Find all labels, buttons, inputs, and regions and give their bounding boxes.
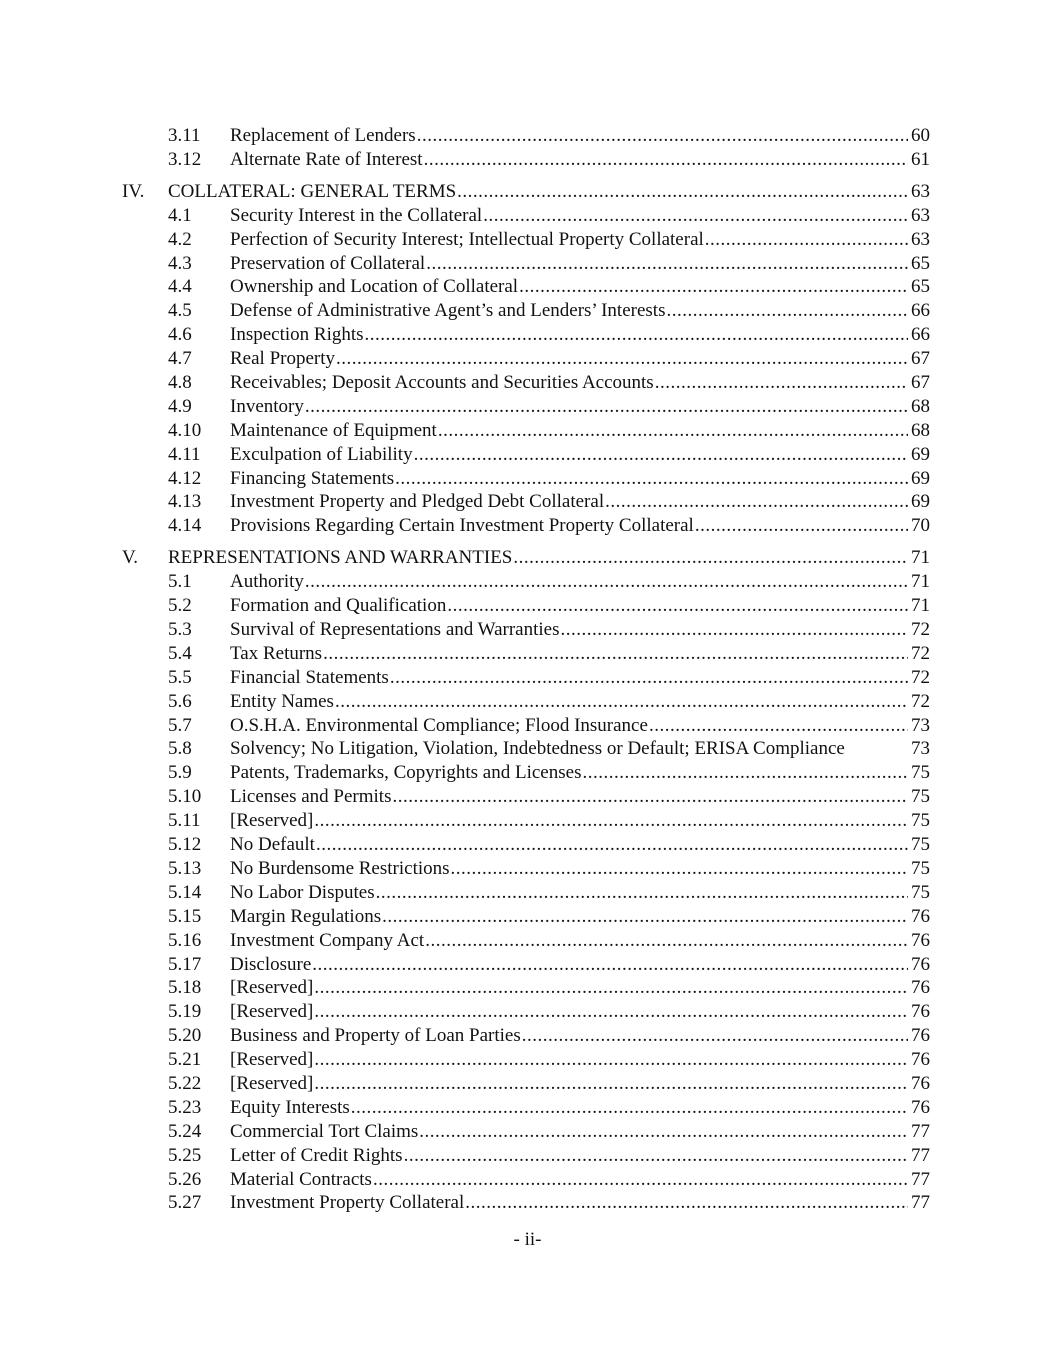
toc-entry-page-number: 76 xyxy=(911,953,930,975)
toc-entry-page-number: 76 xyxy=(911,977,930,999)
dot-leader xyxy=(451,857,908,881)
toc-entry-page-number: 69 xyxy=(911,491,930,513)
toc-section-entry[interactable] xyxy=(122,570,930,594)
toc-entry-page-number: 75 xyxy=(911,810,930,832)
dot-leader xyxy=(404,1144,908,1168)
toc-entry-title: Formation and Qualification xyxy=(230,595,447,617)
toc-section-entry[interactable] xyxy=(122,1096,930,1120)
toc-entry-title: Margin Regulations xyxy=(230,905,382,927)
dot-leader xyxy=(705,228,908,252)
toc-entry-number: 3.12 xyxy=(168,148,202,170)
toc-entry-title: Investment Property and Pledged Debt Collateral xyxy=(230,491,605,513)
toc-entry-title: Commercial Tort Claims xyxy=(230,1120,419,1142)
dot-leader xyxy=(314,809,908,833)
toc-entry-title: Financial Statements xyxy=(230,666,389,688)
dot-leader xyxy=(465,1191,908,1215)
dot-leader xyxy=(457,180,908,204)
toc-entry-number: 5.21 xyxy=(168,1049,202,1071)
toc-entry-page-number: 76 xyxy=(911,1072,930,1094)
toc-entry-page-number: 77 xyxy=(911,1144,930,1166)
toc-entry-title: Perfection of Security Interest; Intellectual Property Collateral xyxy=(230,228,704,250)
toc-section-entry[interactable] xyxy=(122,443,930,467)
dot-leader xyxy=(560,618,908,642)
toc-entry-title: Provisions Regarding Certain Investment Property Collateral xyxy=(230,515,694,537)
toc-section-entry[interactable] xyxy=(122,833,930,857)
dot-leader xyxy=(382,905,908,929)
dot-leader xyxy=(323,642,908,666)
toc-entry-title: No Labor Disputes xyxy=(230,881,375,903)
toc-entry-title: Survival of Representations and Warranties xyxy=(230,619,560,641)
toc-entry-page-number: 71 xyxy=(911,571,930,593)
toc-entry-title: [Reserved] xyxy=(230,1049,314,1071)
toc-entry-title: O.S.H.A. Environmental Compliance; Flood Insurance xyxy=(230,714,648,736)
dot-leader xyxy=(314,1000,908,1024)
toc-entry-page-number: 76 xyxy=(911,905,930,927)
toc-entry-number: 4.4 xyxy=(168,276,192,298)
toc-entry-page-number: 61 xyxy=(911,148,930,170)
toc-section-entry[interactable] xyxy=(122,148,930,172)
toc-entry-title: Licenses and Permits xyxy=(230,786,392,808)
dot-leader xyxy=(649,714,908,738)
toc-entry-number: 5.8 xyxy=(168,738,192,760)
toc-section-entry[interactable] xyxy=(122,467,930,491)
toc-section-entry[interactable] xyxy=(122,809,930,833)
toc-entry-page-number: 76 xyxy=(911,1001,930,1023)
toc-section-entry[interactable] xyxy=(122,514,930,538)
toc-section-entry[interactable] xyxy=(122,1024,930,1048)
toc-entry-title: Tax Returns xyxy=(230,642,323,664)
toc-section-entry[interactable] xyxy=(122,594,930,618)
dot-leader xyxy=(305,395,908,419)
dot-leader xyxy=(655,371,908,395)
toc-section-entry[interactable] xyxy=(122,976,930,1000)
toc-entry-number: 4.11 xyxy=(168,443,201,465)
toc-entry-page-number: 75 xyxy=(911,834,930,856)
toc-entry-number: 5.22 xyxy=(168,1072,202,1094)
toc-entry-number: V. xyxy=(122,547,139,569)
toc-entry-title: Entity Names xyxy=(230,690,334,712)
toc-entry-page-number: 76 xyxy=(911,1049,930,1071)
toc-section-entry[interactable] xyxy=(122,1000,930,1024)
toc-entry-page-number: 63 xyxy=(911,228,930,250)
toc-entry-number: 5.20 xyxy=(168,1025,202,1047)
toc-entry-page-number: 63 xyxy=(911,204,930,226)
toc-section-entry[interactable] xyxy=(122,1048,930,1072)
toc-section-entry[interactable] xyxy=(122,714,930,738)
toc-entry-number: 5.10 xyxy=(168,786,202,808)
toc-entry-number: 5.14 xyxy=(168,881,202,903)
dot-leader xyxy=(582,761,908,785)
dot-leader xyxy=(425,929,908,953)
table-of-contents xyxy=(122,124,930,1215)
toc-entry-page-number: 66 xyxy=(911,324,930,346)
toc-entry-number: 4.8 xyxy=(168,372,192,394)
toc-entry-number: 5.12 xyxy=(168,834,202,856)
dot-leader xyxy=(314,976,908,1000)
toc-section-entry[interactable] xyxy=(122,881,930,905)
toc-section-entry[interactable] xyxy=(122,1191,930,1215)
toc-entry-number: 4.1 xyxy=(168,204,192,226)
dot-leader xyxy=(438,419,908,443)
dot-leader xyxy=(365,323,908,347)
toc-entry-title: Defense of Administrative Agent’s and Lenders’ Interests xyxy=(230,300,666,322)
dot-leader xyxy=(392,785,908,809)
dot-leader xyxy=(426,252,908,276)
toc-entry-title: No Default xyxy=(230,834,315,856)
toc-section-entry[interactable] xyxy=(122,642,930,666)
toc-entry-page-number: 68 xyxy=(911,419,930,441)
toc-entry-page-number: 69 xyxy=(911,443,930,465)
toc-entry-number: 5.4 xyxy=(168,642,192,664)
toc-entry-title: Receivables; Deposit Accounts and Securities Accounts xyxy=(230,372,654,394)
toc-entry-number: 5.3 xyxy=(168,619,192,641)
toc-entry-title: [Reserved] xyxy=(230,1072,314,1094)
dot-leader xyxy=(424,148,908,172)
toc-section-entry[interactable] xyxy=(122,690,930,714)
toc-section-entry[interactable] xyxy=(122,1168,930,1192)
toc-entry-number: 4.9 xyxy=(168,395,192,417)
toc-section-entry[interactable] xyxy=(122,419,930,443)
toc-entry-title: Business and Property of Loan Parties xyxy=(230,1025,521,1047)
dot-leader xyxy=(417,124,908,148)
toc-entry-page-number: 76 xyxy=(911,929,930,951)
page-number-footer: - ii- xyxy=(513,1229,542,1250)
toc-entry-number: 5.1 xyxy=(168,571,192,593)
dot-leader xyxy=(316,833,908,857)
toc-entry-title: Maintenance of Equipment xyxy=(230,419,437,441)
toc-entry-page-number: 60 xyxy=(911,125,930,146)
toc-entry-page-number: 77 xyxy=(911,1120,930,1142)
dot-leader xyxy=(351,1096,908,1120)
toc-entry-title: Material Contracts xyxy=(230,1168,372,1190)
dot-leader xyxy=(336,347,908,371)
toc-entry-number: 4.5 xyxy=(168,300,192,322)
toc-entry-title: Preservation of Collateral xyxy=(230,252,426,274)
dot-leader xyxy=(373,1168,908,1192)
toc-entry-number: IV. xyxy=(122,180,145,202)
toc-section-entry[interactable] xyxy=(122,395,930,419)
dot-leader xyxy=(522,1024,908,1048)
toc-entry-title: Authority xyxy=(230,571,304,593)
toc-entry-number: 5.25 xyxy=(168,1144,202,1166)
toc-entry-title: Investment Property Collateral xyxy=(230,1192,465,1214)
toc-entry-title: COLLATERAL: GENERAL TERMS xyxy=(168,180,457,202)
toc-section-entry[interactable] xyxy=(122,761,930,785)
toc-entry-page-number: 73 xyxy=(911,714,930,736)
toc-entry-number: 5.7 xyxy=(168,714,192,736)
toc-entry-title: No Burdensome Restrictions xyxy=(230,857,450,879)
toc-section-entry[interactable] xyxy=(122,618,930,642)
toc-entry-number: 5.26 xyxy=(168,1168,202,1190)
toc-entry-number: 5.27 xyxy=(168,1192,202,1214)
toc-entry-page-number: 72 xyxy=(911,619,930,641)
toc-entry-title: [Reserved] xyxy=(230,1001,314,1023)
toc-entry-number: 4.7 xyxy=(168,348,192,370)
toc-entry-page-number: 65 xyxy=(911,252,930,274)
toc-section-entry[interactable] xyxy=(122,1120,930,1144)
toc-entry-page-number: 63 xyxy=(911,180,930,202)
toc-section-entry[interactable] xyxy=(122,252,930,276)
toc-section-entry[interactable] xyxy=(122,666,930,690)
toc-entry-page-number: 75 xyxy=(911,881,930,903)
toc-entry-number: 5.15 xyxy=(168,905,202,927)
toc-entry-page-number: 67 xyxy=(911,372,930,394)
toc-entry-number: 5.18 xyxy=(168,977,202,999)
toc-entry-page-number: 65 xyxy=(911,276,930,298)
dot-leader xyxy=(314,1048,908,1072)
toc-entry-number: 5.13 xyxy=(168,857,202,879)
toc-entry-title: Alternate Rate of Interest xyxy=(230,148,423,170)
dot-leader xyxy=(395,467,908,491)
toc-entry-page-number: 73 xyxy=(911,738,930,760)
toc-entry-page-number: 68 xyxy=(911,395,930,417)
toc-entry-title: REPRESENTATIONS AND WARRANTIES xyxy=(168,547,513,569)
dot-leader xyxy=(335,690,908,714)
toc-section-entry[interactable] xyxy=(122,347,930,371)
toc-entry-title: Exculpation of Liability xyxy=(230,443,413,465)
toc-entry-number: 5.5 xyxy=(168,666,192,688)
toc-article-entry[interactable] xyxy=(122,180,930,204)
dot-leader xyxy=(414,443,908,467)
toc-entry-title: Investment Company Act xyxy=(230,929,425,951)
toc-entry-number: 4.10 xyxy=(168,419,202,441)
dot-leader xyxy=(447,594,908,618)
toc-section-entry[interactable] xyxy=(122,371,930,395)
toc-entry-title: Equity Interests xyxy=(230,1096,350,1118)
toc-entry-page-number: 76 xyxy=(911,1096,930,1118)
dot-leader xyxy=(483,204,908,228)
toc-entry-page-number: 76 xyxy=(911,1025,930,1047)
toc-entry-page-number: 70 xyxy=(911,515,930,537)
toc-entry-number: 5.17 xyxy=(168,953,202,975)
toc-entry-number: 4.14 xyxy=(168,515,202,537)
toc-section-entry[interactable] xyxy=(122,124,930,148)
toc-section-entry[interactable] xyxy=(122,857,930,881)
toc-entry-number: 5.16 xyxy=(168,929,202,951)
toc-section-entry[interactable] xyxy=(122,953,930,977)
toc-entry-page-number: 75 xyxy=(911,762,930,784)
toc-entry-page-number: 75 xyxy=(911,857,930,879)
toc-section-entry[interactable] xyxy=(122,323,930,347)
toc-entry-title: Security Interest in the Collateral xyxy=(230,204,483,226)
toc-section-entry[interactable] xyxy=(122,490,930,514)
toc-entry-number: 4.13 xyxy=(168,491,202,513)
toc-entry-title: Financing Statements xyxy=(230,467,395,489)
toc-entry-number: 4.2 xyxy=(168,228,192,250)
toc-entry-title: Inspection Rights xyxy=(230,324,364,346)
toc-entry-page-number: 72 xyxy=(911,666,930,688)
toc-section-entry[interactable] xyxy=(122,1072,930,1096)
toc-entry-page-number: 71 xyxy=(911,547,930,569)
toc-article-entry[interactable] xyxy=(122,546,930,570)
toc-entry-page-number: 69 xyxy=(911,467,930,489)
toc-entry-page-number: 72 xyxy=(911,642,930,664)
toc-entry-title: Patents, Trademarks, Copyrights and Licenses xyxy=(230,762,582,784)
toc-section-entry[interactable] xyxy=(122,1144,930,1168)
toc-entry-page-number: 77 xyxy=(911,1192,930,1214)
dot-leader xyxy=(605,490,908,514)
toc-entry-number: 5.19 xyxy=(168,1001,202,1023)
toc-entry-number: 5.23 xyxy=(168,1096,202,1118)
dot-leader xyxy=(312,953,908,977)
dot-leader xyxy=(666,299,908,323)
toc-entry-title: [Reserved] xyxy=(230,977,314,999)
toc-section-entry[interactable] xyxy=(122,905,930,929)
dot-leader xyxy=(314,1072,908,1096)
toc-entry-title: [Reserved] xyxy=(230,810,314,832)
toc-entry-title: Disclosure xyxy=(230,953,312,975)
toc-section-entry[interactable] xyxy=(122,785,930,809)
toc-entry-page-number: 71 xyxy=(911,595,930,617)
toc-entry-title: Real Property xyxy=(230,348,336,370)
dot-leader xyxy=(390,666,908,690)
toc-entry-number: 5.9 xyxy=(168,762,192,784)
toc-entry-number: 4.12 xyxy=(168,467,202,489)
dot-leader xyxy=(305,570,908,594)
toc-entry-title: Solvency; No Litigation, Violation, Indebtedness or Default; ERISA Compliance xyxy=(230,738,845,760)
toc-section-entry[interactable] xyxy=(122,929,930,953)
toc-entry-page-number: 67 xyxy=(911,348,930,370)
toc-entry-number: 4.6 xyxy=(168,324,192,346)
toc-entry-title: Ownership and Location of Collateral xyxy=(230,276,519,298)
toc-entry-page-number: 77 xyxy=(911,1168,930,1190)
toc-entry-title: Replacement of Lenders xyxy=(230,125,416,146)
toc-entry-number: 3.11 xyxy=(168,125,201,146)
toc-section-entry[interactable] xyxy=(122,299,930,323)
toc-entry-number: 5.2 xyxy=(168,595,192,617)
toc-entry-number: 5.24 xyxy=(168,1120,202,1142)
toc-entry-page-number: 72 xyxy=(911,690,930,712)
dot-leader xyxy=(513,546,908,570)
toc-entry-title: Letter of Credit Rights xyxy=(230,1144,403,1166)
dot-leader xyxy=(695,514,908,538)
toc-section-entry[interactable] xyxy=(122,204,930,228)
toc-entry-number: 5.11 xyxy=(168,810,201,832)
toc-entry-page-number: 66 xyxy=(911,300,930,322)
toc-section-entry[interactable] xyxy=(122,737,930,761)
toc-entry-page-number: 75 xyxy=(911,786,930,808)
toc-entry-title: Inventory xyxy=(230,395,304,417)
toc-section-entry[interactable] xyxy=(122,228,930,252)
toc-entry-number: 4.3 xyxy=(168,252,192,274)
dot-leader xyxy=(519,275,908,299)
dot-leader xyxy=(376,881,908,905)
dot-leader xyxy=(419,1120,908,1144)
toc-entry-number: 5.6 xyxy=(168,690,192,712)
toc-section-entry[interactable] xyxy=(122,275,930,299)
